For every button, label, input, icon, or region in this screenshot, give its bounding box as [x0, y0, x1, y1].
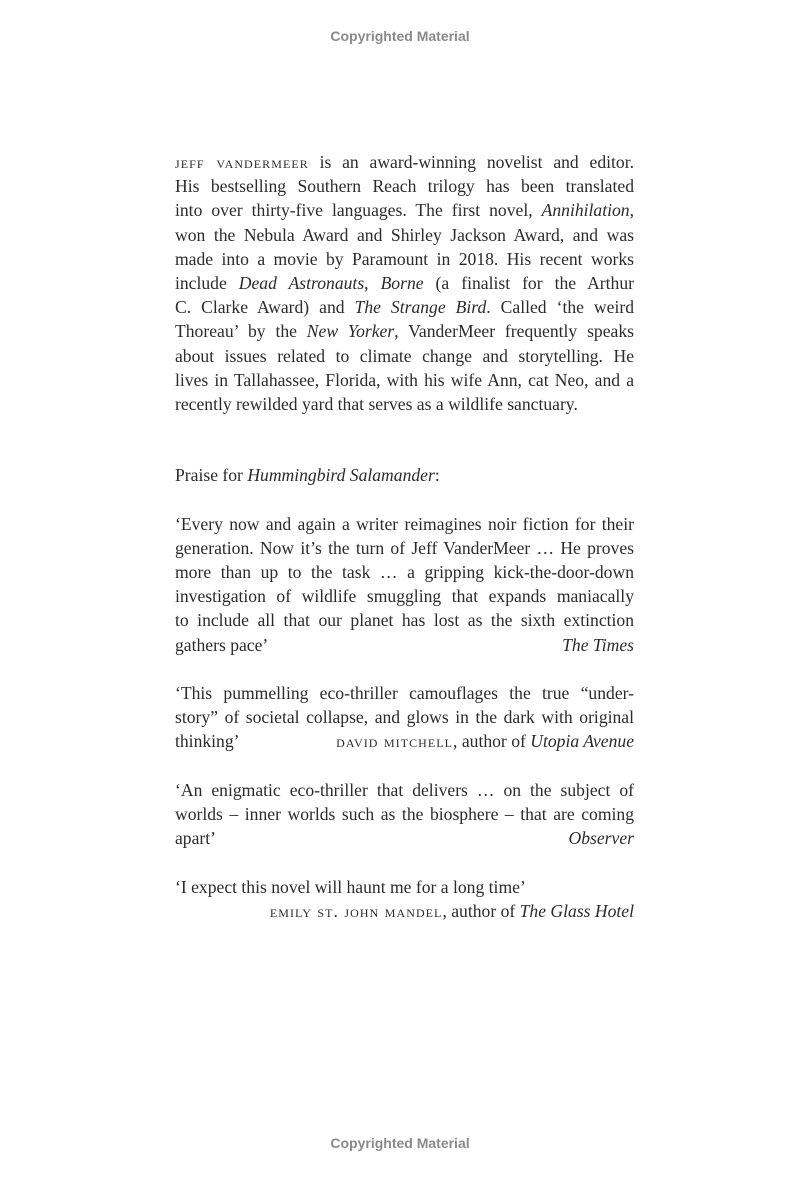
publication-name: Observer	[568, 828, 634, 849]
quote-last-line	[175, 729, 634, 753]
bio-line	[175, 247, 634, 271]
quote-source	[569, 826, 634, 850]
bio-line	[175, 295, 634, 319]
source-text: , author of	[442, 900, 520, 921]
quote-text: thinking’	[175, 731, 240, 752]
text-run: . Called ‘the weird	[486, 297, 634, 318]
copyright-watermark-bottom: Copyrighted Material	[330, 1135, 470, 1151]
title-italic: The Strange Bird	[354, 297, 487, 318]
bio-line	[175, 368, 634, 392]
author-name: jeff vandermeer	[175, 152, 309, 172]
quote-source	[175, 899, 634, 923]
title-italic: New Yorker	[306, 321, 395, 342]
bio-line	[175, 344, 634, 368]
text-run: C. Clarke Award) and	[175, 297, 355, 318]
quote-line: investigation of wildlife smuggling that expands maniacally	[175, 586, 634, 607]
bio-line	[175, 223, 634, 247]
text-run: Praise for	[175, 465, 248, 485]
text-run: is an award-winning novelist and editor.	[308, 152, 634, 172]
text-run: about issues related to climate change and storytelling. He	[175, 345, 634, 366]
text-run: , VanderMeer frequently speaks	[394, 321, 634, 342]
quote-line: more than up to the task … a gripping kick-the-door-down	[175, 561, 634, 582]
text-run: (a finalist for the Arthur	[423, 273, 634, 293]
praise-heading	[175, 463, 634, 487]
text-run: His bestselling Southern Reach trilogy has been translated	[175, 176, 634, 197]
title-italic: Hummingbird Salamander	[247, 465, 435, 485]
bio-line	[175, 392, 634, 416]
text-run: ,	[364, 273, 381, 293]
quote-line: generation. Now it’s the turn of Jeff VanderMeer … He proves	[175, 537, 634, 558]
bio-line	[175, 150, 634, 174]
quote-line: to include all that our planet has lost as the sixth extinction	[175, 610, 634, 631]
text-run: include	[175, 273, 239, 293]
quote-text: apart’	[175, 828, 217, 849]
quote-line: ‘Every now and again a writer reimagines noir fiction for their	[175, 513, 634, 534]
text-run: Thoreau’ by the	[175, 321, 307, 342]
text-run: ,	[629, 200, 634, 221]
quote-line: ‘This pummelling eco-thriller camouflages the true “under-	[175, 682, 634, 703]
bio-line	[175, 319, 634, 343]
text-run: made into a movie by Paramount in 2018. His recent works	[175, 248, 634, 269]
title-italic: Borne	[380, 273, 424, 293]
title-italic: Annihilation	[541, 200, 630, 221]
text-run: won the Nebula Award and Shirley Jackson Award, and was	[175, 224, 634, 245]
critic-name: david mitchell	[336, 731, 454, 752]
publication-name: The Times	[562, 634, 634, 655]
source-work: Utopia Avenue	[530, 731, 634, 752]
source-work: The Glass Hotel	[519, 900, 634, 921]
quote-last-line	[175, 826, 634, 850]
quote-source	[562, 633, 634, 657]
quote-line: worlds – inner worlds such as the biosphere – that are coming	[175, 803, 634, 824]
bio-line	[175, 174, 634, 198]
quote-line: ‘An enigmatic eco-thriller that delivers … on the subject of	[175, 779, 634, 800]
text-run: lives in Tallahassee, Florida, with his wife Ann, cat Neo, and a	[175, 369, 634, 390]
quote-source	[336, 729, 634, 753]
quote-last-line	[175, 633, 634, 657]
quote-line: story” of societal collapse, and glows in the dark with original	[175, 707, 634, 728]
text-run: :	[434, 465, 440, 485]
text-run: recently rewilded yard that serves as a wildlife sanctuary.	[175, 394, 578, 414]
text-run: into over thirty-five languages. The first novel,	[175, 200, 542, 221]
quote-line: ‘I expect this novel will haunt me for a long time’	[175, 876, 526, 897]
source-text: , author of	[453, 731, 531, 752]
title-italic: Dead Astronauts	[238, 273, 365, 293]
bio-line	[175, 198, 634, 222]
quote-text: gathers pace’	[175, 634, 269, 655]
copyright-watermark-top: Copyrighted Material	[330, 28, 470, 44]
bio-line	[175, 271, 634, 295]
critic-name: emily st. john mandel	[269, 900, 443, 921]
